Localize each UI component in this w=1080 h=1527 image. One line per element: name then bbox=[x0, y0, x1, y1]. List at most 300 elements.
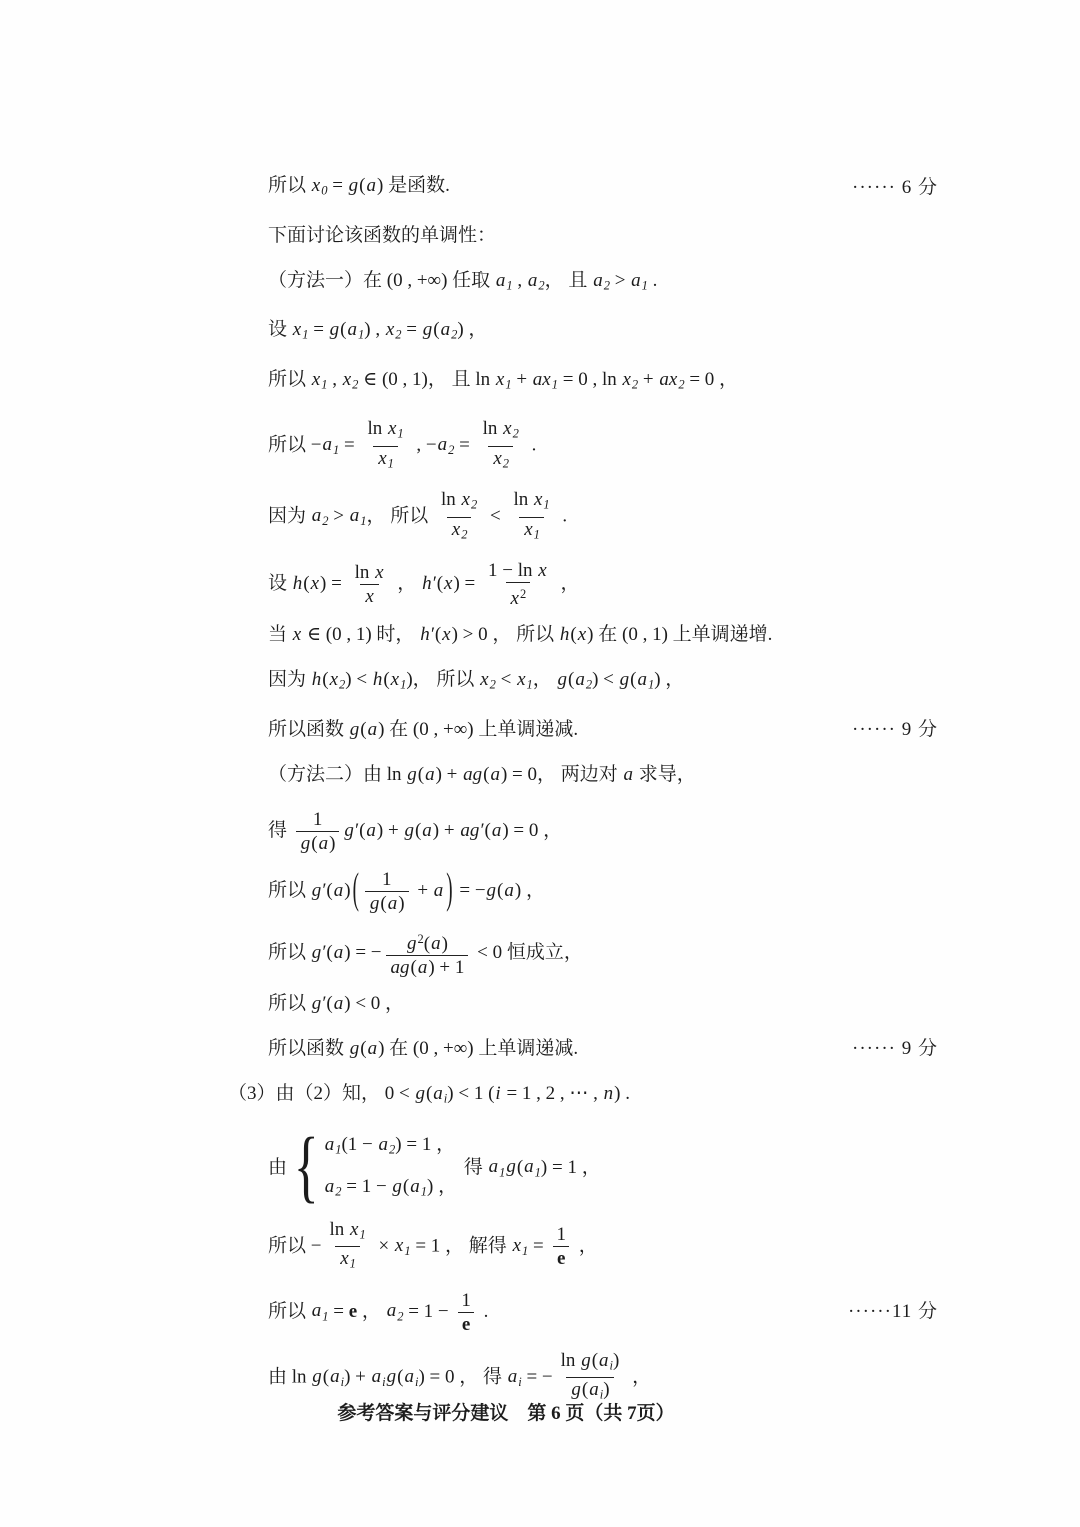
math-var: g bbox=[619, 669, 630, 691]
math-var: a bbox=[347, 319, 357, 340]
math-line bbox=[268, 172, 1080, 205]
fraction-denominator bbox=[296, 831, 340, 855]
math-var: a bbox=[599, 1349, 609, 1371]
math-var: x bbox=[311, 368, 321, 390]
math-var: a bbox=[507, 1365, 518, 1387]
math-line bbox=[268, 716, 1080, 744]
subscript: i bbox=[599, 1387, 604, 1402]
subscript: 2 bbox=[585, 677, 593, 692]
fraction-numerator bbox=[557, 1349, 624, 1378]
footer-text: 参考答案与评分建议 第 6 页（共 7页） bbox=[337, 1403, 675, 1424]
math-var: a bbox=[366, 175, 376, 196]
math-line bbox=[268, 926, 1080, 981]
text-run: ( bbox=[360, 1038, 367, 1059]
subscript: 1 bbox=[400, 677, 407, 692]
math-line bbox=[268, 415, 1080, 477]
text-run: + bbox=[511, 368, 532, 390]
subscript: 2 bbox=[461, 527, 468, 541]
subscript: i bbox=[414, 1374, 419, 1389]
text-run: ( bbox=[581, 1379, 589, 1400]
fraction-denominator bbox=[365, 891, 409, 915]
score-marker: ······ 9 分 bbox=[852, 1038, 938, 1059]
text-run: < 0 恒成立， bbox=[472, 941, 583, 963]
text-run: ( bbox=[630, 669, 637, 691]
math-var: h bbox=[311, 669, 322, 691]
text-run: ∈ (0 , 1) 时， bbox=[302, 624, 420, 646]
math-line bbox=[268, 806, 1080, 857]
fraction bbox=[457, 1289, 475, 1336]
text-run: ) ， bbox=[514, 879, 545, 901]
math-var: x bbox=[461, 489, 470, 510]
math-var: i bbox=[495, 1083, 501, 1104]
score-marker: ······ 9 分 bbox=[852, 718, 938, 740]
math-var: ax bbox=[659, 368, 678, 390]
text-run: ) = 1 ， bbox=[540, 1156, 601, 1178]
subscript: 2 bbox=[322, 513, 329, 528]
text-run: ( bbox=[402, 1176, 410, 1197]
subscript: 1 bbox=[522, 1243, 529, 1258]
text-run: ) < 0 ， bbox=[344, 993, 405, 1014]
text-run: ∈ (0 , 1)， 且 ln bbox=[358, 368, 495, 390]
subscript: i bbox=[443, 1091, 448, 1106]
text-run: ( bbox=[434, 624, 442, 646]
text-run: ( bbox=[311, 832, 318, 854]
fraction-denominator bbox=[519, 517, 544, 547]
math-var: ag bbox=[463, 763, 483, 785]
math-var: a bbox=[524, 1156, 534, 1178]
math-var: x bbox=[292, 319, 302, 340]
cases-row bbox=[324, 1132, 457, 1163]
text-run: ( bbox=[497, 879, 504, 901]
text-run: ， 且 bbox=[544, 269, 593, 291]
math-var: x bbox=[524, 518, 533, 540]
text-run: 因为 bbox=[268, 669, 311, 691]
math-var: x bbox=[292, 624, 302, 646]
text-run: ， bbox=[627, 1365, 652, 1387]
subscript: 2 bbox=[451, 327, 458, 342]
text-run: + bbox=[412, 879, 433, 901]
math-var: a bbox=[504, 879, 514, 901]
math-var: x bbox=[387, 418, 397, 439]
fraction-numerator bbox=[479, 417, 523, 446]
math-var: g bbox=[312, 1365, 322, 1387]
math-var: x bbox=[375, 562, 384, 584]
text-run: ) bbox=[329, 832, 336, 854]
text-run: 所以函数 bbox=[268, 718, 349, 740]
math-var: a bbox=[422, 819, 432, 841]
text-run: ) bbox=[441, 933, 448, 954]
subscript: 2 bbox=[470, 497, 478, 512]
text-run: ( bbox=[425, 1083, 433, 1104]
math-var: a bbox=[410, 1176, 420, 1197]
math-var: a bbox=[433, 879, 444, 901]
math-var: a bbox=[495, 269, 506, 291]
text-run: = bbox=[401, 319, 422, 340]
text-run: ， bbox=[392, 572, 422, 594]
text-run: = 1 − bbox=[403, 1300, 454, 1322]
math-var: g bbox=[581, 1349, 591, 1371]
subscript: 2 bbox=[395, 327, 402, 342]
text-run: ) bbox=[603, 1379, 610, 1400]
cases-rows bbox=[324, 1132, 457, 1205]
text-run: = − bbox=[454, 879, 486, 901]
text-run: ( bbox=[322, 1365, 330, 1387]
text-run: ) < bbox=[592, 669, 619, 691]
text-run: . bbox=[557, 505, 568, 527]
text-run: ( bbox=[359, 175, 366, 196]
text-run: ( bbox=[591, 1349, 599, 1371]
big-paren: ) bbox=[446, 865, 453, 914]
text-run: （方法二）由 ln bbox=[268, 763, 407, 785]
text-run: ) ， bbox=[457, 319, 488, 340]
math-var: g bbox=[422, 319, 433, 340]
math-var: a bbox=[488, 1156, 499, 1178]
math-var: g bbox=[348, 175, 359, 196]
fraction-denominator bbox=[553, 1246, 569, 1270]
text-run: . bbox=[647, 269, 658, 291]
subscript: 1 bbox=[526, 677, 533, 692]
text-run: = 1 , 2 , ⋯ , bbox=[501, 1083, 603, 1104]
text-run: , − bbox=[411, 434, 437, 456]
math-line bbox=[268, 557, 1080, 612]
text-run: ， 所以 bbox=[366, 505, 433, 527]
text-run: 得 bbox=[268, 819, 292, 841]
math-var: h bbox=[559, 624, 570, 646]
text-run: . bbox=[526, 434, 537, 456]
math-line bbox=[268, 1122, 1080, 1211]
math-var: a bbox=[490, 763, 500, 785]
math-var: a bbox=[324, 1176, 335, 1197]
math-var: a bbox=[637, 669, 647, 691]
math-var: g′ bbox=[311, 879, 326, 901]
text-run: ) = 0 ， bbox=[502, 819, 563, 841]
text-run: ) . bbox=[614, 1083, 630, 1104]
left-brace: { bbox=[293, 1122, 319, 1211]
text-run: ( bbox=[326, 993, 333, 1014]
text-run: × bbox=[373, 1234, 394, 1256]
math-var: g bbox=[300, 832, 311, 854]
math-var: g bbox=[571, 1379, 581, 1400]
math-line bbox=[268, 990, 1080, 1018]
fraction bbox=[479, 417, 523, 475]
math-var: x bbox=[442, 624, 451, 646]
math-line bbox=[228, 1080, 1080, 1113]
text-run: ( bbox=[484, 819, 491, 841]
text-run: )， 所以 bbox=[406, 669, 480, 691]
subscript: 2 bbox=[448, 442, 455, 457]
math-var: a bbox=[417, 957, 428, 978]
cases-group bbox=[293, 1122, 458, 1211]
math-var: x bbox=[390, 669, 400, 691]
subscript: 1 bbox=[647, 677, 655, 692]
text-run: ( bbox=[340, 319, 347, 340]
text-run: ) + 1 bbox=[428, 957, 465, 978]
subscript: 1 bbox=[499, 1164, 506, 1179]
superscript: 2 bbox=[519, 587, 527, 601]
text-run: ) = 0 ， 得 bbox=[418, 1365, 507, 1387]
fraction-numerator bbox=[378, 868, 396, 891]
math-var: g′ bbox=[311, 941, 326, 963]
fraction bbox=[296, 808, 340, 855]
text-run: ) ， bbox=[427, 1176, 458, 1197]
subscript: 1 bbox=[404, 1243, 411, 1258]
text-run: ) 在 (0 , 1) 上单调递增. bbox=[587, 624, 773, 646]
text-run: ) = − bbox=[344, 941, 382, 963]
math-line bbox=[268, 761, 1080, 789]
math-var: g′ bbox=[311, 993, 326, 1014]
math-var: a bbox=[623, 763, 634, 785]
text-run: ) ， bbox=[654, 669, 685, 691]
math-var: x bbox=[310, 572, 320, 594]
text-run: （方法一）在 (0 , +∞) 任取 bbox=[268, 269, 495, 291]
text-run: < bbox=[485, 505, 506, 527]
text-run: ( bbox=[303, 572, 310, 594]
text-run: ( bbox=[380, 892, 387, 914]
math-var: g bbox=[369, 892, 380, 914]
fraction-denominator bbox=[488, 446, 513, 476]
math-var: g bbox=[349, 718, 360, 740]
text-run: ) = bbox=[453, 572, 481, 594]
subscript: 2 bbox=[512, 426, 519, 441]
fraction-denominator bbox=[373, 446, 398, 476]
text-run: ( bbox=[383, 669, 390, 691]
text-run: = bbox=[339, 434, 360, 456]
text-run: ， bbox=[573, 1234, 598, 1256]
subscript: 1 bbox=[534, 1164, 541, 1179]
math-var: x bbox=[503, 418, 512, 439]
fraction bbox=[363, 417, 407, 475]
math-var: g bbox=[386, 1365, 397, 1387]
math-var: a bbox=[425, 763, 435, 785]
text-run: 由 ln bbox=[268, 1365, 312, 1387]
math-var: x bbox=[512, 1234, 521, 1256]
text-run: = 1 − bbox=[341, 1176, 392, 1197]
subscript: 1 bbox=[506, 278, 513, 292]
math-var: x bbox=[385, 319, 395, 340]
text-run: ) + bbox=[435, 763, 463, 785]
math-line bbox=[268, 486, 1080, 548]
text-run: ， bbox=[357, 1300, 386, 1322]
math-var: x bbox=[517, 669, 526, 691]
math-line bbox=[268, 621, 1080, 649]
math-var: h bbox=[372, 669, 383, 691]
text-run: ln bbox=[482, 418, 503, 439]
text-run: ln bbox=[441, 489, 461, 510]
score-marker: ······11 分 bbox=[847, 1301, 938, 1322]
math-var: h bbox=[292, 572, 303, 594]
fraction-numerator bbox=[402, 928, 452, 955]
text-run: ( bbox=[436, 572, 444, 594]
math-var: a bbox=[491, 819, 502, 841]
fraction-numerator bbox=[437, 488, 481, 517]
math-var: x bbox=[444, 572, 453, 594]
subscript: 2 bbox=[352, 377, 359, 391]
subscript: 1 bbox=[360, 513, 367, 528]
math-var: g bbox=[349, 1038, 360, 1059]
subscript: 1 bbox=[335, 1142, 342, 1156]
text-run: ) > 0 ， 所以 bbox=[451, 624, 559, 646]
bold-run: e bbox=[557, 1248, 566, 1269]
cases-row bbox=[324, 1174, 457, 1205]
math-var: x bbox=[480, 669, 489, 691]
text-run: = − bbox=[521, 1365, 553, 1387]
subscript: 1 bbox=[420, 1184, 427, 1199]
text-run: ln bbox=[367, 418, 387, 439]
solution-body bbox=[0, 172, 1080, 1418]
subscript: 1 bbox=[551, 377, 558, 391]
text-run: ) bbox=[344, 879, 351, 901]
subscript: i bbox=[518, 1374, 522, 1389]
math-var: n bbox=[603, 1083, 614, 1104]
math-var: a bbox=[318, 832, 329, 854]
math-var: a bbox=[378, 1133, 389, 1155]
math-var: g bbox=[415, 1083, 425, 1104]
text-run: ( bbox=[516, 1156, 524, 1178]
math-var: x bbox=[342, 368, 352, 390]
text-run: 所以 bbox=[268, 175, 311, 196]
text-run: ( bbox=[397, 1365, 404, 1387]
math-var: a bbox=[527, 269, 538, 291]
math-var: x bbox=[451, 518, 461, 540]
math-var: g bbox=[392, 1176, 402, 1197]
text-run: ( bbox=[568, 669, 575, 691]
text-run: ) , bbox=[364, 319, 385, 340]
subscript: 2 bbox=[603, 278, 610, 292]
fraction-denominator bbox=[447, 517, 472, 547]
math-var: a bbox=[349, 505, 360, 527]
subscript: 2 bbox=[489, 677, 496, 692]
fraction bbox=[437, 488, 481, 546]
math-var: g bbox=[486, 879, 497, 901]
fraction-numerator bbox=[363, 417, 407, 446]
math-var: x bbox=[378, 447, 387, 469]
text-run: 所以 bbox=[268, 368, 311, 390]
math-var: x bbox=[495, 368, 505, 390]
text-run: ， bbox=[532, 669, 557, 691]
math-var: a bbox=[333, 879, 344, 901]
text-run: 1 bbox=[461, 1289, 471, 1311]
math-var: a bbox=[631, 269, 641, 291]
fraction bbox=[351, 561, 389, 608]
math-var: a bbox=[333, 993, 344, 1014]
text-run: ) 在 (0 , +∞) 上单调递减. bbox=[378, 1038, 579, 1059]
math-var: a bbox=[367, 718, 378, 740]
math-var: a bbox=[371, 1365, 382, 1387]
math-line bbox=[268, 1287, 1080, 1338]
math-line bbox=[268, 316, 1080, 349]
text-run: ) + bbox=[344, 1365, 371, 1387]
math-line bbox=[268, 666, 1080, 699]
text-run: ) < bbox=[345, 669, 372, 691]
math-var: a bbox=[387, 892, 398, 914]
subscript: 1 bbox=[359, 1227, 366, 1241]
text-run: = bbox=[328, 1300, 349, 1322]
text-run: > bbox=[328, 505, 349, 527]
text-run: > bbox=[609, 269, 631, 291]
subscript: i bbox=[609, 1358, 613, 1372]
fraction bbox=[484, 559, 552, 610]
fraction-denominator bbox=[335, 1246, 360, 1276]
text-run: 所以 bbox=[268, 879, 311, 901]
math-var: g bbox=[407, 933, 417, 954]
fraction bbox=[552, 1223, 570, 1270]
fraction-denominator bbox=[506, 582, 531, 610]
text-run: 1 − ln bbox=[488, 560, 538, 581]
subscript: 1 bbox=[641, 278, 648, 292]
text-run: ) = 1 ， bbox=[395, 1133, 456, 1155]
subscript: 1 bbox=[387, 456, 394, 470]
math-line bbox=[268, 1035, 1080, 1063]
text-run: 所以 − bbox=[268, 434, 322, 456]
text-run: < bbox=[495, 669, 517, 691]
text-run: ) 在 (0 , +∞) 上单调递减. bbox=[378, 718, 579, 740]
big-paren: ( bbox=[352, 865, 359, 914]
math-var: x bbox=[329, 669, 339, 691]
text-run: ln bbox=[560, 1349, 581, 1371]
fraction-numerator bbox=[351, 561, 389, 584]
math-var: x bbox=[311, 175, 321, 196]
math-var: x bbox=[533, 489, 543, 510]
subscript: 1 bbox=[358, 327, 365, 342]
text-run: ( bbox=[414, 819, 422, 841]
math-var: g bbox=[404, 819, 414, 841]
math-var: a bbox=[311, 1300, 322, 1322]
text-run: 所以 − bbox=[268, 1234, 322, 1256]
subscript: 1 bbox=[505, 377, 512, 391]
subscript: 2 bbox=[335, 1184, 342, 1199]
text-run: 设 bbox=[268, 572, 292, 594]
text-run: = 0 , ln bbox=[557, 368, 622, 390]
text-run: ) bbox=[613, 1349, 620, 1371]
text-run: 所以 bbox=[268, 941, 311, 963]
math-var: g bbox=[557, 669, 568, 691]
subscript: 1 bbox=[533, 527, 540, 541]
math-var: a bbox=[433, 1083, 443, 1104]
text-run: ) + bbox=[432, 819, 460, 841]
text-run: 因为 bbox=[268, 505, 311, 527]
superscript: 2 bbox=[417, 931, 424, 946]
math-var: a bbox=[333, 941, 344, 963]
math-var: a bbox=[404, 1365, 414, 1387]
text-run: ( bbox=[417, 763, 425, 785]
text-run: ln bbox=[329, 1218, 349, 1240]
fraction-numerator bbox=[484, 559, 552, 582]
subscript: 0 bbox=[321, 183, 328, 198]
math-var: g′ bbox=[344, 819, 359, 841]
fraction-denominator bbox=[360, 584, 378, 608]
math-line bbox=[268, 222, 1080, 250]
subscript: 2 bbox=[678, 377, 685, 391]
text-run: (1 − bbox=[341, 1133, 378, 1155]
score-marker: ······ 6 分 bbox=[852, 177, 938, 199]
fraction-denominator bbox=[458, 1312, 474, 1336]
math-line bbox=[268, 267, 1080, 300]
math-var: a bbox=[593, 269, 603, 291]
subscript: 2 bbox=[631, 377, 639, 391]
math-var: x bbox=[538, 560, 547, 581]
math-var: a bbox=[330, 1365, 340, 1387]
math-var: a bbox=[386, 1300, 397, 1322]
math-var: ag′ bbox=[460, 819, 484, 841]
math-var: a bbox=[431, 933, 441, 954]
math-var: ax bbox=[532, 368, 551, 390]
subscript: i bbox=[340, 1374, 345, 1389]
text-run: + bbox=[638, 368, 659, 390]
text-run: 下面讨论该函数的单调性： bbox=[268, 224, 497, 246]
fraction-numerator bbox=[309, 808, 327, 831]
fraction-numerator bbox=[325, 1218, 369, 1247]
math-var: x bbox=[510, 588, 519, 610]
